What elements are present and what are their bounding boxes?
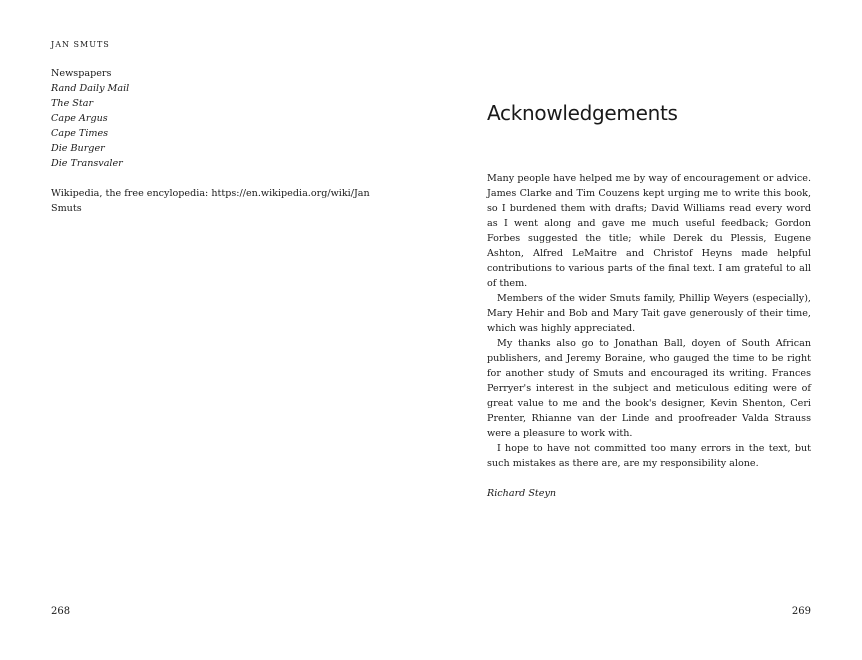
newspaper-item: The Star xyxy=(51,98,94,109)
chapter-title: Acknowledgements xyxy=(487,101,678,125)
newspaper-item: Die Transvaler xyxy=(51,158,123,169)
paragraph: Many people have helped me by way of encouragement or advice. James Clarke and Tim Couzens kept urging me to write this book, so I burdened them with drafts; David Williams read every word as I went along and gave me much useful feedback; Gordon Forbes suggested the title; while Derek du Plessis, Eugene Ashton, Alfred LeMaitre and Christof Heyns made helpful contributions to various parts of the final text. I am grateful to all of them. xyxy=(487,173,811,289)
page-number-left: 268 xyxy=(51,606,71,617)
author-signature: Richard Steyn xyxy=(487,488,557,499)
sources-heading: Newspapers xyxy=(51,68,112,79)
right-page xyxy=(431,0,862,660)
page-number-right: 269 xyxy=(791,606,811,617)
paragraph: Members of the wider Smuts family, Phillip Weyers (especially), Mary Hehir and Bob and Mary Tait gave generously of their time, which was highly appreciated. xyxy=(487,293,811,334)
paragraph: I hope to have not committed too many errors in the text, but such mistakes as there are, are my responsibility alone. xyxy=(487,443,811,469)
paragraph: My thanks also go to Jonathan Ball, doyen of South African publishers, and Jeremy Boraine, who gauged the time to be right for another study of Smuts and encouraged its writing. Frances Perryer's interest in the subject and meticulous editing were of great value to me and the book's designer, Kevin Shenton, Ceri Prenter, Rhianne van der Linde and proofreader Valda Strauss were a pleasure to work with. xyxy=(487,338,811,439)
newspaper-item: Cape Times xyxy=(51,128,109,139)
sources-list xyxy=(51,66,391,216)
wikipedia-reference: Wikipedia, the free encylopedia: https://en.wikipedia.org/wiki/Jan Smuts xyxy=(51,188,370,214)
acknowledgements-body xyxy=(487,171,811,501)
running-head: JAN SMUTS xyxy=(51,40,110,49)
newspaper-item: Cape Argus xyxy=(51,113,108,124)
newspaper-item: Die Burger xyxy=(51,143,105,154)
newspaper-item: Rand Daily Mail xyxy=(51,83,130,94)
